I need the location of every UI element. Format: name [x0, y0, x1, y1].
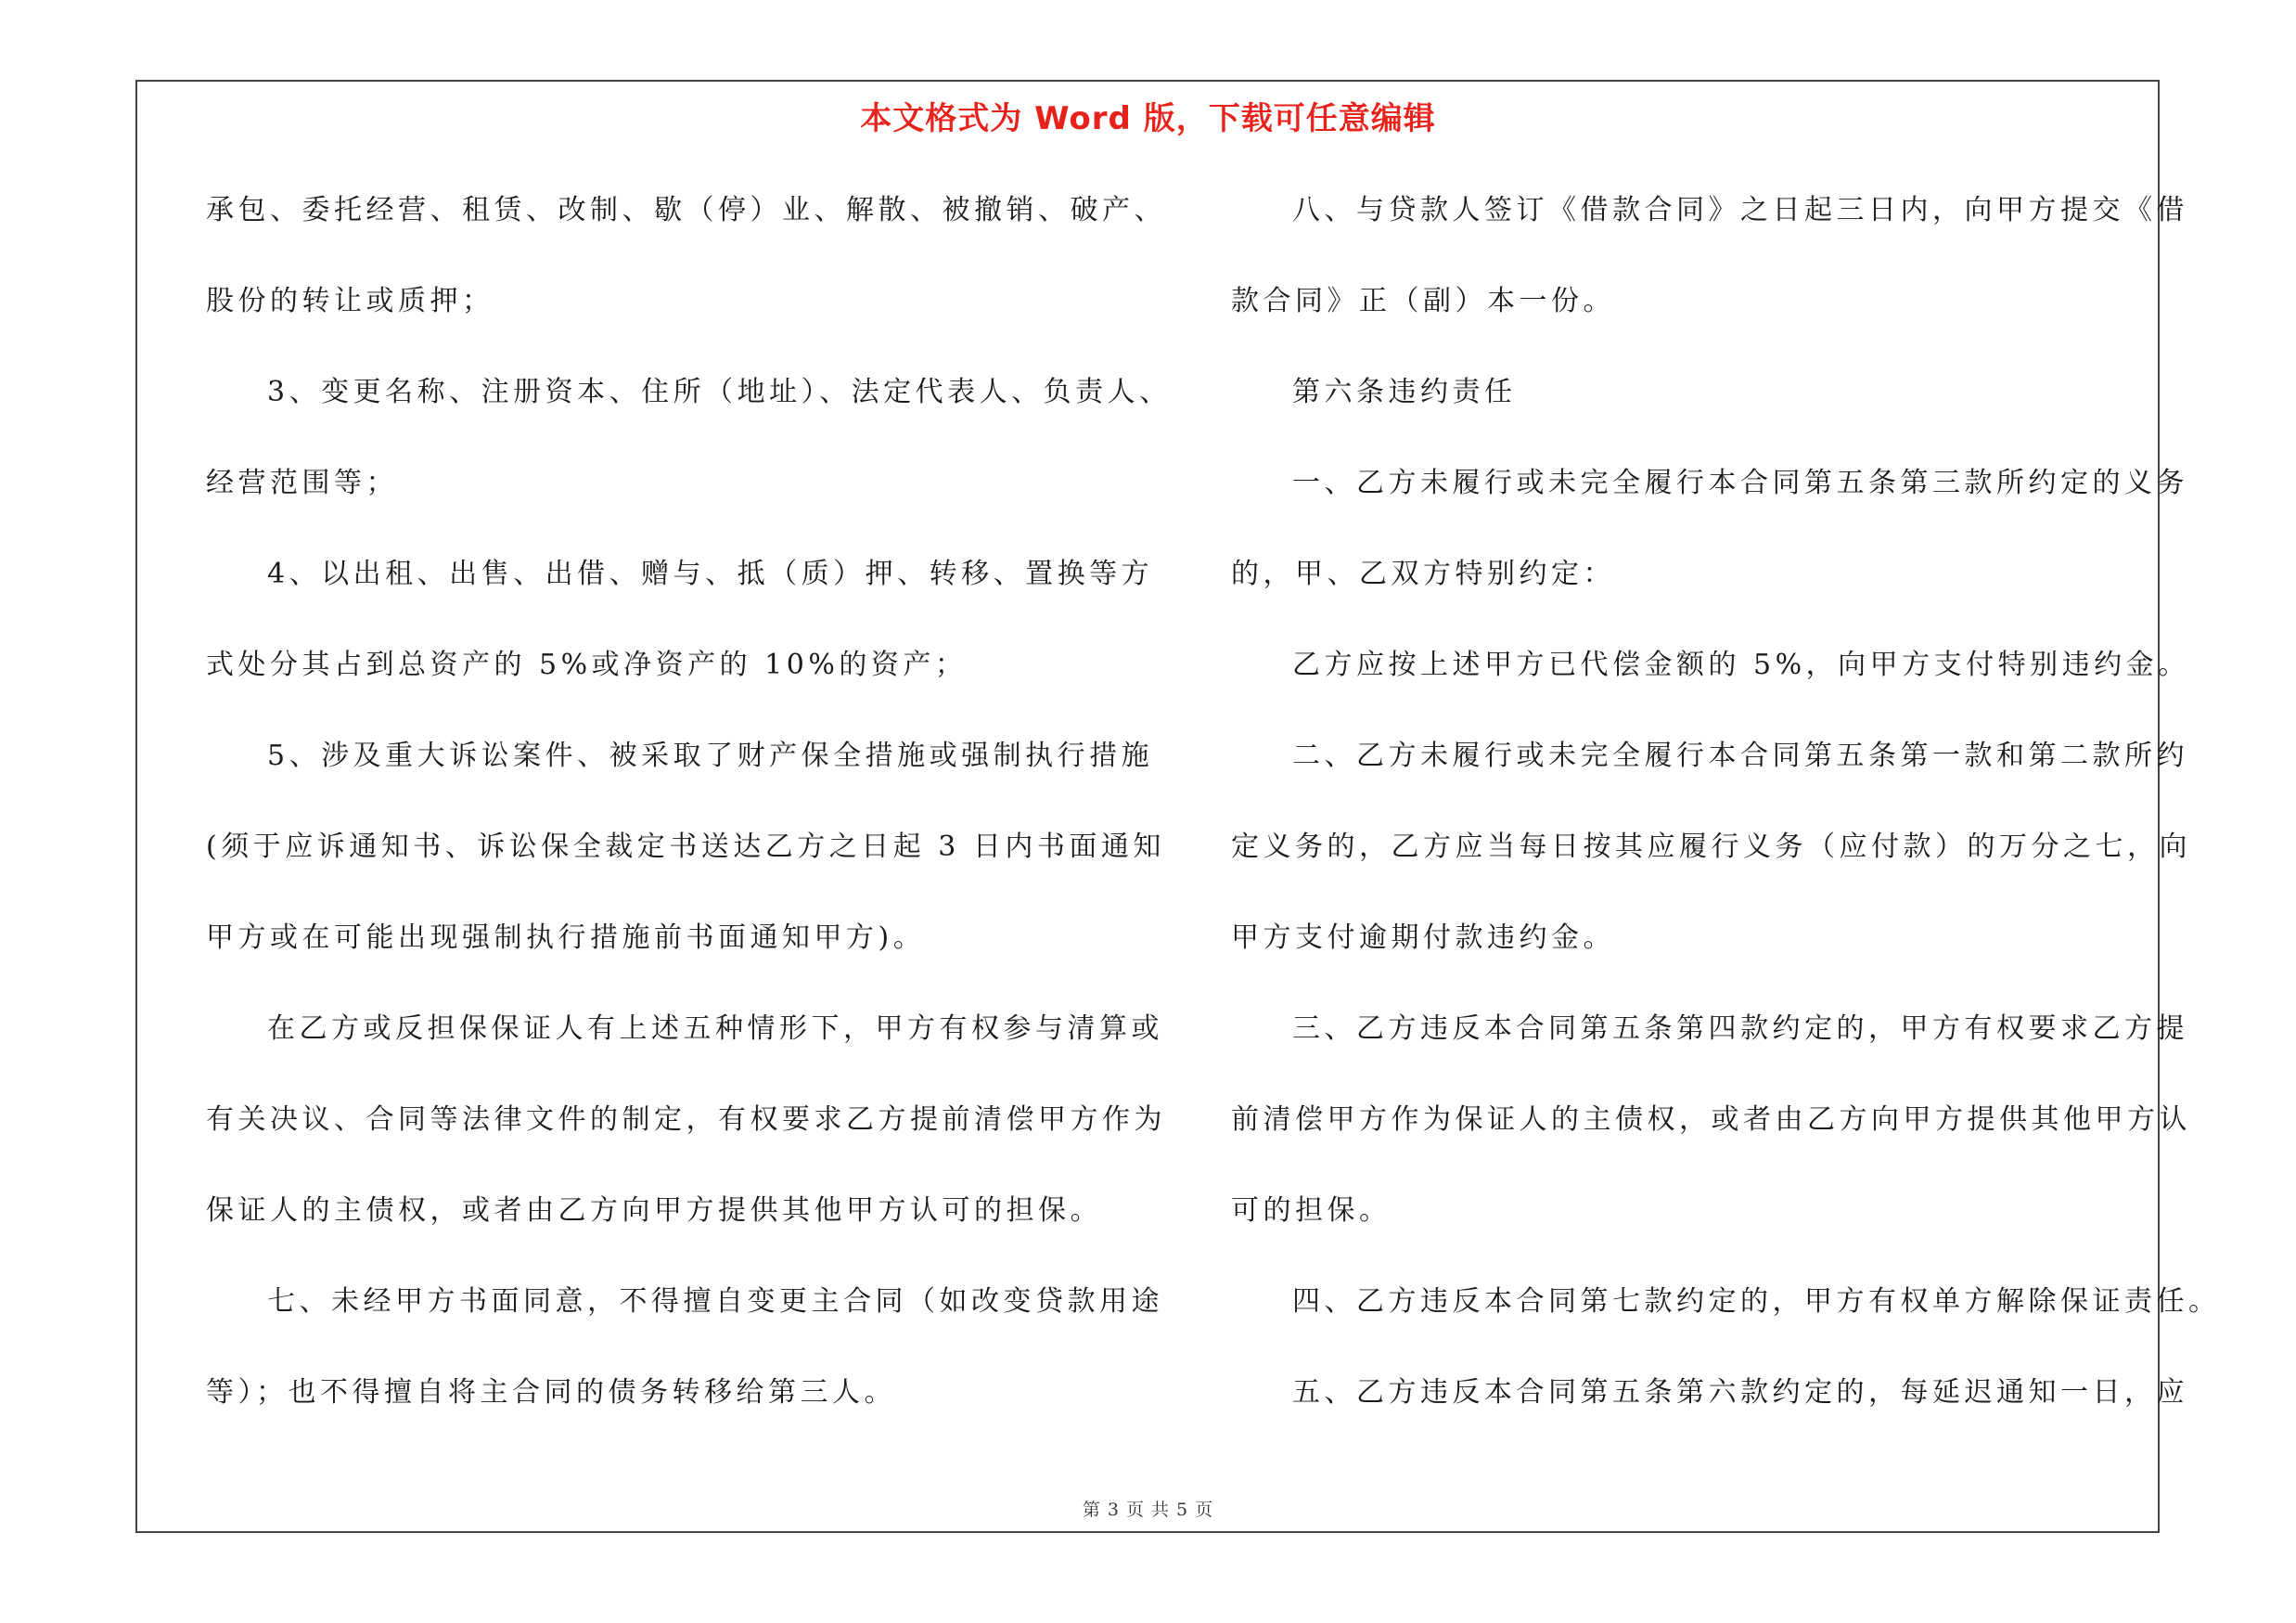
left-text-column	[206, 181, 1172, 1454]
text-line: 定义务的，乙方应当每日按其应履行义务（应付款）的万分之七，向	[1231, 831, 2191, 863]
text-line: 款合同》正（副）本一份。	[1231, 285, 1615, 317]
page-number: 第 3 页 共 5 页	[1082, 1500, 1214, 1520]
text-line: 股份的转让或质押；	[206, 285, 494, 317]
text-line: 式处分其占到总资产的 5%或净资产的 10%的资产；	[206, 649, 968, 681]
text-line: 五、乙方违反本合同第五条第六款约定的，每延迟通知一日，应	[1292, 1376, 2188, 1409]
text-line: 二、乙方未履行或未完全履行本合同第五条第一款和第二款所约	[1292, 740, 2188, 772]
text-line: 经营范围等；	[206, 467, 398, 499]
text-line: 在乙方或反担保保证人有上述五种情形下，甲方有权参与清算或	[267, 1012, 1163, 1045]
text-line: 前清偿甲方作为保证人的主债权，或者由乙方向甲方提供其他甲方认	[1231, 1103, 2191, 1136]
text-line: 甲方支付逾期付款违约金。	[1231, 921, 1615, 954]
format-notice-banner: 本文格式为 Word 版，下载可任意编辑	[860, 100, 1436, 137]
text-line: 5、涉及重大诉讼案件、被采取了财产保全措施或强制执行措施	[267, 740, 1154, 772]
text-line: 八、与贷款人签订《借款合同》之日起三日内，向甲方提交《借	[1292, 194, 2188, 226]
text-line: 保证人的主债权，或者由乙方向甲方提供其他甲方认可的担保。	[206, 1194, 1102, 1227]
text-line: (须于应诉通知书、诉讼保全裁定书送达乙方之日起 3 日内书面通知	[206, 831, 1165, 863]
text-line: 一、乙方未履行或未完全履行本合同第五条第三款所约定的义务	[1292, 467, 2188, 499]
text-line: 甲方或在可能出现强制执行措施前书面通知甲方)。	[206, 921, 926, 954]
text-line: 第六条违约责任	[1292, 376, 1517, 408]
text-line: 三、乙方违反本合同第五条第四款约定的，甲方有权要求乙方提	[1292, 1012, 2188, 1045]
text-line: 承包、委托经营、租赁、改制、歇（停）业、解散、被撤销、破产、	[206, 194, 1166, 226]
right-text-column	[1231, 181, 2221, 1454]
text-line: 3、变更名称、注册资本、住所（地址）、法定代表人、负责人、	[267, 376, 1172, 408]
text-line: 的，甲、乙双方特别约定：	[1231, 558, 1615, 590]
text-line: 乙方应按上述甲方已代偿金额的 5%，向甲方支付特别违约金。	[1292, 649, 2190, 681]
text-line: 七、未经甲方书面同意，不得擅自变更主合同（如改变贷款用途	[267, 1285, 1163, 1318]
text-line: 等）；也不得擅自将主合同的债务转移给第三人。	[206, 1376, 896, 1409]
text-line: 有关决议、合同等法律文件的制定，有权要求乙方提前清偿甲方作为	[206, 1103, 1166, 1136]
text-line: 4、以出租、出售、出借、赠与、抵（质）押、转移、置换等方	[267, 558, 1154, 590]
text-line: 四、乙方违反本合同第七款约定的，甲方有权单方解除保证责任。	[1292, 1285, 2221, 1318]
text-line: 可的担保。	[1231, 1194, 1392, 1227]
